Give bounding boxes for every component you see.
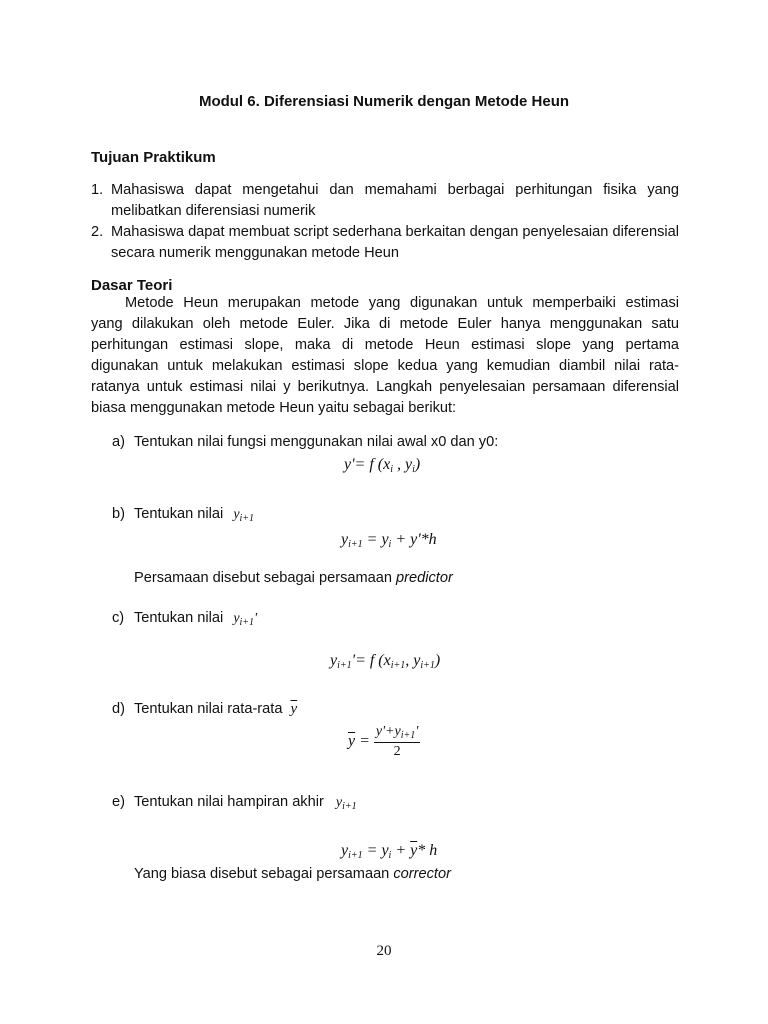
- equation-e: $y_{i+1} = y_i + \overline{y}*$ h: [341, 842, 438, 861]
- paragraph-line: digunakan untuk melakukan estimasi slope kedua yang kemudian diambil nilai rata-: [91, 358, 679, 374]
- equation-b: $y_{i+1} = y_i + y'*h$: [341, 531, 437, 550]
- step-label: a): [112, 434, 125, 450]
- list-text: Mahasiswa dapat membuat script sederhana berkaitan dengan penyelesaian diferensial secara numerik menggunakan metode Heun: [111, 224, 679, 261]
- paragraph-line: biasa menggunakan metode Heun yaitu sebagai berikut:: [91, 400, 457, 416]
- note-text: Yang biasa disebut sebagai persamaan: [134, 866, 394, 882]
- equation-a: y'= f ($x_i$ , $y_i$): [344, 456, 421, 475]
- module-title: Modul 6. Diferensiasi Numerik dengan Metode Heun: [198, 93, 570, 110]
- inline-math: $\overline{y}$: [290, 701, 298, 717]
- corrector-note: [134, 866, 451, 882]
- dasar-teori-paragraph: [91, 293, 679, 419]
- step-text: Tentukan nilai: [134, 506, 224, 522]
- step-label: e): [112, 794, 125, 810]
- paragraph-line: ratanya untuk estimasi nilai y berikutnya. Langkah penyelesaian persamaan diferensial: [91, 379, 679, 395]
- step-text: Tentukan nilai fungsi menggunakan nilai awal x0 dan y0:: [134, 434, 499, 450]
- heading-tujuan: Tujuan Praktikum: [91, 149, 216, 166]
- step-label: c): [112, 610, 125, 626]
- list-item-1: [91, 180, 679, 222]
- note-text: Persamaan disebut sebagai persamaan: [134, 570, 397, 586]
- predictor-note: [134, 570, 453, 586]
- note-emphasis: corrector: [393, 866, 451, 882]
- step-text: Tentukan nilai rata-rata: [134, 701, 283, 717]
- step-label: b): [112, 506, 125, 522]
- step-a: [112, 434, 498, 450]
- paragraph-line: perhitungan estimasi slope, maka di metode Heun estimasi slope yang pertama: [91, 337, 679, 353]
- heading-dasar-teori: Dasar Teori: [91, 277, 173, 294]
- equation-c: $y_{i+1}'= f$ ($x_{i+1}$, $y_{i+1}$): [330, 652, 441, 671]
- step-c: [112, 610, 257, 628]
- inline-math: $y_{i+1}$: [335, 795, 357, 812]
- paragraph-line: Metode Heun merupakan metode yang digunakan untuk memperbaiki estimasi: [125, 295, 679, 311]
- list-text: Mahasiswa dapat mengetahui dan memahami berbagai perhitungan fisika yang melibatkan diferensiasi numerik: [111, 182, 679, 219]
- step-e: [112, 794, 357, 812]
- step-b: [112, 506, 254, 524]
- inline-math: $y_{i+1}'$: [233, 611, 258, 628]
- step-d: [112, 701, 297, 718]
- list-number: 1.: [91, 182, 104, 198]
- note-emphasis: predictor: [396, 570, 453, 586]
- step-text: Tentukan nilai hampiran akhir: [134, 794, 324, 810]
- step-label: d): [112, 701, 125, 717]
- equation-d: $\overline{y}$ = $\frac{y'+y_{i+1}'}{2}$: [348, 724, 419, 759]
- list-number: 2.: [91, 224, 104, 240]
- paragraph-line: yang dilakukan oleh metode Euler. Jika di metode Euler hanya menggunakan satu: [91, 316, 679, 332]
- page-number: 20: [376, 943, 392, 959]
- list-item-2: [91, 222, 679, 264]
- inline-math: $y_{i+1}$: [233, 507, 255, 524]
- step-text: Tentukan nilai: [134, 610, 224, 626]
